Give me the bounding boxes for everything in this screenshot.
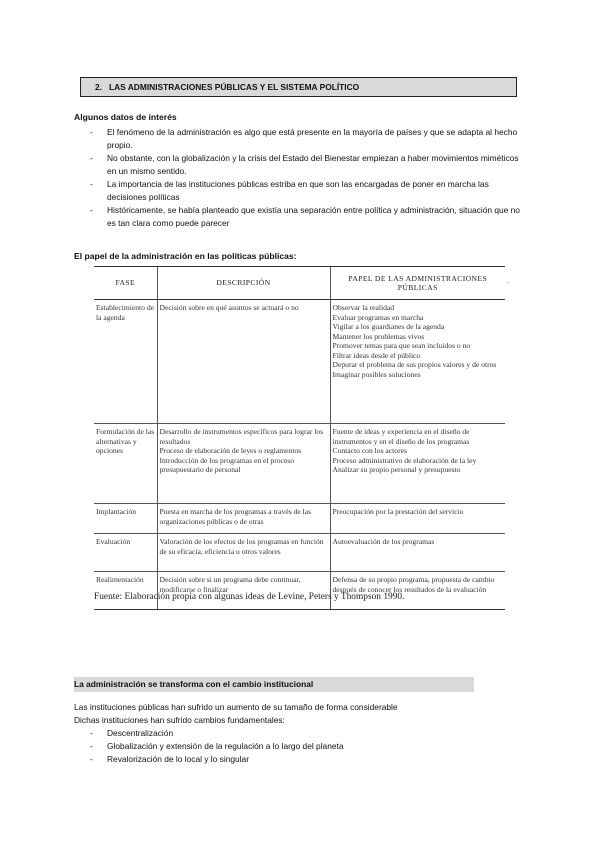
list-item: - No obstante, con la globalización y la crisis del Estado del Bienestar empiezan a haber movimientos miméticos en un mismo sentido.	[90, 152, 530, 178]
cell-fase: Implantación	[94, 504, 157, 534]
cell-fase: Evaluación	[94, 534, 157, 572]
datos-heading: Algunos datos de interés	[74, 112, 177, 122]
section-title: LAS ADMINISTRACIONES PÚBLICAS Y EL SISTEMA POLÍTICO	[108, 82, 360, 92]
list-item: - El fenómeno de la administración es algo que está presente en la mayoría de países y que se adapta al hecho propio.	[90, 126, 530, 152]
cell-fase: Formulación de las alternativas y opciones	[94, 424, 157, 504]
header-papel: PAPEL DE LAS ADMINISTRACIONES PÚBLICAS	[330, 267, 505, 300]
desc-line: Proceso de elaboración de leyes o reglamentos	[159, 446, 302, 455]
desc-line: Desarrollo de instrumentos específicos para lograr los resultados	[159, 427, 324, 446]
cell-papel	[330, 534, 505, 572]
table-source: Fuente: Elaboración propia con algunas ideas de Levine, Peters y Thompson 1990.	[94, 592, 405, 602]
phases-table-image	[94, 266, 505, 610]
cell-descripcion	[157, 504, 330, 534]
papel-line: Vigilar a los guardianes de la agenda	[332, 322, 445, 331]
cell-papel	[330, 504, 505, 534]
table-row	[94, 572, 505, 610]
papel-line: Preocupación por la prestación del servicio	[332, 507, 464, 516]
table-row	[94, 424, 505, 504]
cell-papel	[330, 572, 505, 610]
papel-line: Mantener los problemas vivos	[332, 331, 425, 341]
cell-fase: Establecimiento de la agenda	[94, 300, 157, 424]
papel-heading: El papel de la administración en las políticas públicas:	[74, 251, 297, 261]
papel-line: Fuente de ideas y experiencia en el diseño de instrumentos y en el diseño de los programas	[332, 427, 470, 446]
cambio-line-1: Las instituciones públicas han sufrido un aumento de su tamaño de forma considerable	[74, 702, 398, 712]
cell-descripcion	[157, 534, 330, 572]
header-descripcion: DESCRIPCIÓN	[157, 267, 330, 300]
cell-papel	[330, 424, 505, 504]
papel-line: Defensa de su propio programa, propuesta de cambio después de conocer los resultados de la evaluación	[332, 575, 495, 594]
papel-line: Promover temas para que sean incluidos o no	[332, 341, 471, 350]
list-item: - Revalorización de lo local y lo singular	[90, 753, 344, 766]
cell-fase: Realimentación	[94, 572, 157, 610]
table-row	[94, 534, 505, 572]
list-item: - Globalización y extensión de la regulación a lo largo del planeta	[90, 740, 344, 753]
desc-line: Puesta en marcha de los programas a través de las organizaciones públicas o de otras	[159, 507, 312, 526]
cambio-heading: La administración se transforma con el cambio institucional	[74, 677, 474, 692]
datos-list	[90, 126, 530, 230]
header-fase: FASE	[94, 267, 157, 300]
desc-line: Decisión sobre si un programa debe continuar, modificarse o finalizar	[159, 575, 301, 594]
table-row	[94, 300, 505, 424]
papel-line: Evaluar programas en marcha	[332, 312, 424, 322]
desc-line: Introducción de los programas en el proceso presupuestario de personal	[159, 455, 295, 474]
papel-line: Contacto con los actores	[332, 446, 407, 455]
papel-line: Imaginar posibles soluciones	[332, 369, 421, 379]
papel-line: Autoevaluación de los programas	[332, 537, 435, 546]
table-row	[94, 504, 505, 534]
list-item: - Descentralización	[90, 727, 344, 740]
list-item: - Históricamente, se había planteado que existía una separación entre política y administración, situación que no es tan clara como puede parecer	[90, 204, 530, 230]
papel-line: Proceso administrativo de elaboración de la ley	[332, 455, 477, 465]
table-header-row	[94, 267, 505, 300]
list-item: - La importancia de las instituciones públicas estriba en que son las encargadas de poner en marcha las decisiones políticas	[90, 178, 530, 204]
cell-papel	[330, 300, 505, 424]
desc-line: Valoración de los efectos de los programas en función de su eficacia, eficiencia u otros valores	[159, 537, 324, 556]
desc-line: Decisión sobre en qué asuntos se actuará o no	[159, 303, 299, 312]
papel-line: Filtrar ideas desde el público	[332, 350, 421, 360]
papel-line: Depurar el problema de sus propios valores y de otros	[332, 360, 497, 369]
cambio-line-2: Dichas instituciones han sufrido cambios fundamentales:	[74, 715, 285, 725]
papel-line: Observar la realidad	[332, 303, 395, 312]
phases-table	[94, 266, 505, 610]
section-title-box	[80, 77, 517, 97]
section-number: 2.	[95, 82, 102, 92]
cell-descripcion	[157, 572, 330, 610]
cambio-list	[90, 727, 344, 766]
decorative-dot: .	[507, 276, 510, 285]
cell-descripcion	[157, 300, 330, 424]
cell-descripcion	[157, 424, 330, 504]
papel-line: Analizar su propio personal y presupuesto	[332, 465, 461, 474]
